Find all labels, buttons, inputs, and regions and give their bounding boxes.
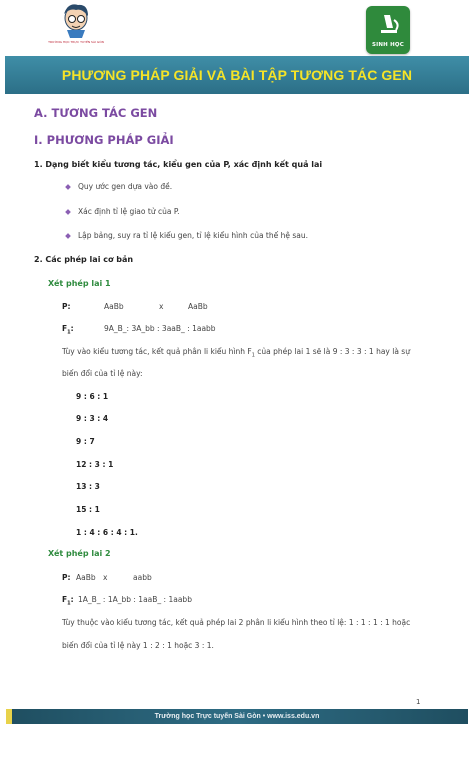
cross1-p-left: AaBb bbox=[104, 302, 124, 311]
title-banner bbox=[5, 56, 469, 94]
ratio-item: 9 : 7 bbox=[76, 437, 95, 446]
school-logo bbox=[48, 2, 104, 52]
ratio-item: 1 : 4 : 6 : 4 : 1. bbox=[76, 528, 138, 537]
item2-heading: 2. Các phép lai cơ bản bbox=[34, 255, 134, 264]
cross1-f1-value: 9A_B_: 3A_bb : 3aaB_ : 1aabb bbox=[104, 324, 216, 333]
cross1-p-label: P: bbox=[62, 302, 71, 311]
bullet-text: Xác định tỉ lệ giao tử của P. bbox=[78, 207, 180, 216]
cross1-f1-label: $F_1$: bbox=[62, 324, 74, 336]
bullet-icon bbox=[65, 209, 71, 215]
cross2-p-left: AaBb bbox=[76, 573, 96, 582]
cross1-description-line2: biến đổi của tỉ lệ này: bbox=[62, 369, 143, 378]
ratio-item: 13 : 3 bbox=[76, 482, 100, 491]
school-logo-caption: TRƯỜNG HỌC TRỰC TUYẾN SÀI GÒN bbox=[48, 40, 104, 44]
cross2-p-x: x bbox=[103, 573, 108, 582]
page-number: 1 bbox=[416, 698, 421, 706]
subject-badge bbox=[366, 6, 410, 54]
ratio-item: 15 : 1 bbox=[76, 505, 100, 514]
bullet-icon bbox=[65, 184, 71, 190]
bullet-text: Lập bảng, suy ra tỉ lệ kiểu gen, tỉ lệ kiểu hình của thế hệ sau. bbox=[78, 231, 309, 240]
subject-label: SINH HỌC bbox=[371, 42, 405, 48]
microscope-icon bbox=[366, 10, 410, 40]
cross1-p-x: x bbox=[159, 302, 164, 311]
cross1-heading: Xét phép lai 1 bbox=[48, 279, 111, 288]
page-title: PHƯƠNG PHÁP GIẢI VÀ BÀI TẬP TƯƠNG TÁC GEN bbox=[61, 67, 413, 83]
footer-text: Trường học Trực tuyến Sài Gòn • www.iss.edu.vn bbox=[154, 713, 320, 720]
cross2-f1-label: $F_1$: bbox=[62, 595, 74, 607]
cross2-p-right: aabb bbox=[133, 573, 152, 582]
ratio-item: 9 : 6 : 1 bbox=[76, 392, 109, 401]
footer-accent bbox=[6, 709, 12, 724]
section-a-heading: A. TƯƠNG TÁC GEN bbox=[34, 106, 158, 120]
cross2-heading: Xét phép lai 2 bbox=[48, 549, 111, 558]
cross2-f1-value: 1A_B_ : 1A_bb : 1aaB_ : 1aabb bbox=[78, 595, 192, 604]
bullet-icon bbox=[65, 233, 71, 239]
cross2-p-label: P: bbox=[62, 573, 71, 582]
section-i-heading: I. PHƯƠNG PHÁP GIẢI bbox=[34, 133, 174, 147]
ratio-item: 12 : 3 : 1 bbox=[76, 460, 114, 469]
cross2-description-line2: biến đổi của tỉ lệ này 1 : 2 : 1 hoặc 3 : 1. bbox=[62, 641, 214, 650]
cross1-p-right: AaBb bbox=[188, 302, 208, 311]
cross1-description-line1: Tùy vào kiểu tương tác, kết quả phân li kiểu hình $F_1$ của phép lai 1 sẽ là 9 : 3 : 3 : 1 hay là sự bbox=[62, 347, 410, 359]
footer-banner bbox=[6, 709, 468, 724]
ratio-item: 9 : 3 : 4 bbox=[76, 414, 109, 423]
cross2-description-line1: Tùy thuộc vào kiểu tương tác, kết quả phép lai 2 phân li kiểu hình theo tỉ lệ: 1 : 1 : 1 : 1 hoặc bbox=[62, 618, 411, 627]
bullet-text: Quy ước gen dựa vào đề. bbox=[78, 182, 173, 191]
item1-heading: 1. Dạng biết kiểu tương tác, kiểu gen của P, xác định kết quả lai bbox=[34, 160, 323, 169]
